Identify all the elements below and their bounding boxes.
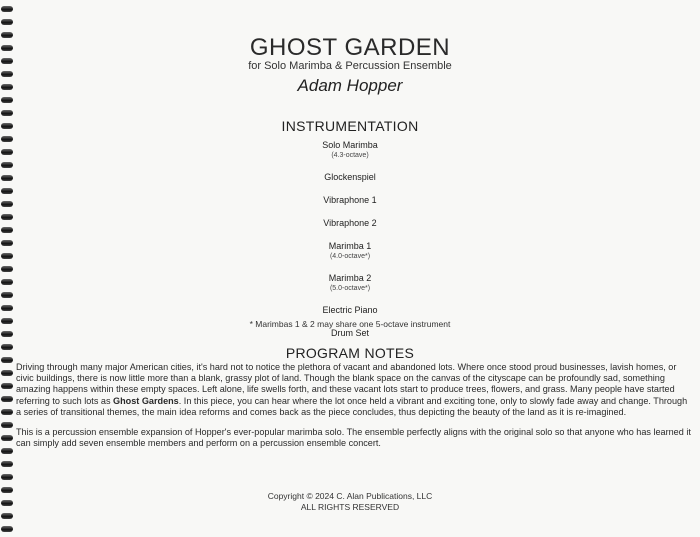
instrument-note: (4.3-octave) xyxy=(331,152,369,159)
spiral-coil xyxy=(1,422,13,428)
spiral-coil xyxy=(1,19,13,25)
instrument-item xyxy=(0,241,700,261)
page-subtitle: for Solo Marimba & Percussion Ensemble xyxy=(248,60,452,72)
instrument-item xyxy=(0,328,700,339)
instrument-name: Glockenspiel xyxy=(324,172,376,182)
instrumentation-footnote: * Marimbas 1 & 2 may share one 5-octave instrument xyxy=(249,319,451,329)
instrument-name: Vibraphone 2 xyxy=(323,218,377,228)
spiral-coil xyxy=(1,396,13,402)
instrument-item xyxy=(0,172,700,183)
spiral-coil xyxy=(1,110,13,116)
instrument-name: Marimba 2 xyxy=(328,273,372,283)
program-notes-heading: PROGRAM NOTES xyxy=(285,345,415,361)
page-title: GHOST GARDEN xyxy=(249,34,451,61)
spiral-coil xyxy=(1,409,13,415)
composer-name: Adam Hopper xyxy=(297,76,403,95)
instrument-name: Electric Piano xyxy=(322,305,378,315)
spiral-coil xyxy=(1,474,13,480)
spiral-coil xyxy=(1,513,13,519)
copyright-block xyxy=(0,491,700,513)
instrument-item xyxy=(0,140,700,160)
program-notes-body xyxy=(16,362,692,458)
spiral-coil xyxy=(1,370,13,376)
instrument-item xyxy=(0,218,700,229)
instrument-name: Solo Marimba xyxy=(322,140,378,150)
paragraph-text: . In this piece, you can hear where the lot once held a vibrant and exciting tone, only to slowly fade away and change. Through a series of transitional themes, the main idea reforms and comes back as the piece concludes, thus depicting the beauty of the land as it is re-imagined. xyxy=(16,395,688,417)
instrument-note: (4.0-octave*) xyxy=(329,253,371,260)
paragraph-text: Driving through many major American cities, it's hard not to notice the plethora of vacant and abandoned lots. Where once stood proud businesses, lavish homes, or civic buildings, there is now little more than a blank, grassy plot of land. Though the blank space on the canvas of the cityscape can be profoundly sad, something amazing happens within these empty spaces. Left alone, life swells forth, and these vacant lots start to produce trees, flowers, and grass. Many people have started referring to such lots as xyxy=(16,362,677,406)
program-notes-paragraph: This is a percussion ensemble expansion of Hopper's ever-popular marimba solo. The ensemble perfectly aligns with the original solo so that anyone who has learned it can simply add seven ensemble members and perform on a percussion ensemble concert. xyxy=(16,427,691,449)
instrument-item xyxy=(0,305,700,316)
instrument-item xyxy=(0,273,700,293)
instrument-name: Vibraphone 1 xyxy=(323,195,377,205)
instrument-name: Marimba 1 xyxy=(328,241,372,251)
spiral-coil xyxy=(1,435,13,441)
instrumentation-heading: INSTRUMENTATION xyxy=(281,118,419,134)
rights-line: ALL RIGHTS RESERVED xyxy=(300,502,400,512)
spiral-coil xyxy=(1,97,13,103)
program-notes-paragraph xyxy=(16,362,692,418)
spiral-coil xyxy=(1,448,13,454)
instrument-note: (5.0-octave*) xyxy=(329,285,371,292)
spiral-coil xyxy=(1,383,13,389)
bold-term: Ghost Gardens xyxy=(113,395,179,406)
spiral-coil xyxy=(1,461,13,467)
instrument-name: Drum Set xyxy=(330,328,369,338)
spiral-coil xyxy=(1,6,13,12)
instrument-item xyxy=(0,195,700,206)
copyright-line: Copyright © 2024 C. Alan Publications, LLC xyxy=(267,491,433,501)
spiral-coil xyxy=(1,526,13,532)
